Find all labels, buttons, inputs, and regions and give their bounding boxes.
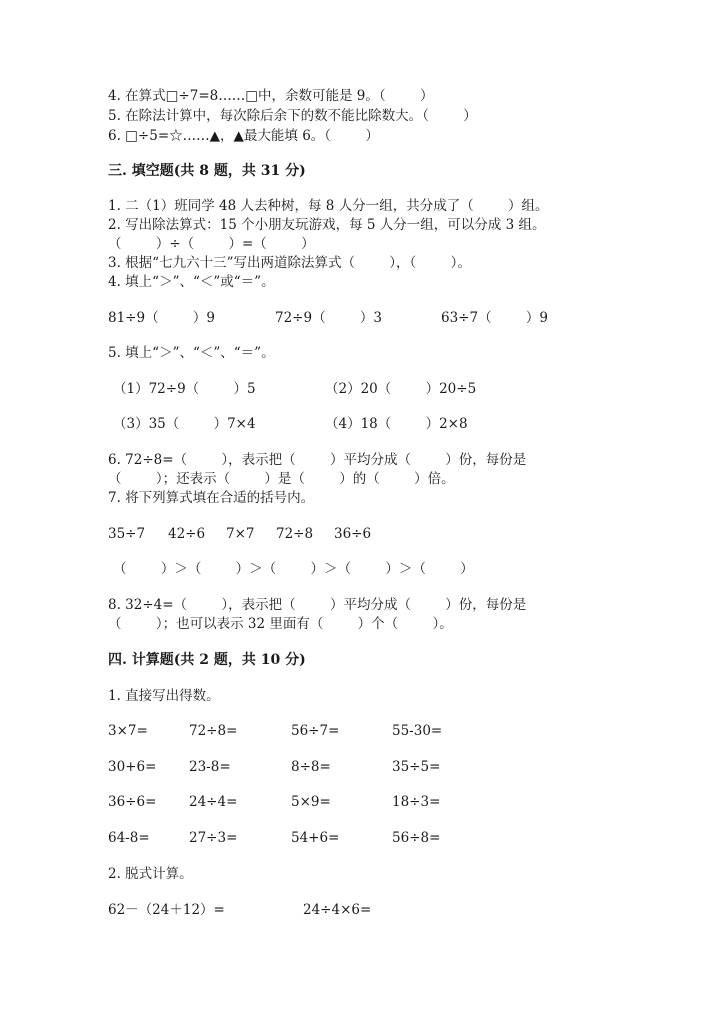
compare-item: 63÷7（ ）9 bbox=[441, 310, 548, 326]
judge-item-6: 6. □÷5=☆……▲，▲最大能填 6。（ ） bbox=[108, 128, 379, 144]
fill-q8-line2: （ ）；也可以表示 32 里面有（ ）个（ ）。 bbox=[108, 616, 453, 632]
section4-heading: 四. 计算题(共 2 题，共 10 分) bbox=[108, 652, 306, 668]
compare-item: 81÷9（ ）9 bbox=[108, 310, 215, 326]
fill-q2-line2: （ ）÷（ ）=（ ） bbox=[108, 236, 315, 252]
calc-item: 3×7= bbox=[108, 723, 148, 739]
order-blanks: （ ）＞（ ）＞（ ）＞（ ）＞（ ） bbox=[113, 561, 474, 577]
calc-item: 18÷3= bbox=[392, 794, 441, 810]
stepwise-item: 62－（24＋12）= bbox=[108, 902, 225, 918]
expression-item: 36÷6 bbox=[334, 526, 372, 542]
fill-q1: 1. 二（1）班同学 48 人去种树，每 8 人分一组，共分成了（ ）组。 bbox=[108, 198, 549, 214]
calc-item: 36÷6= bbox=[108, 794, 157, 810]
fill-q4: 4. 填上“＞”、“＜”或“＝”。 bbox=[108, 274, 275, 290]
compare-item: （2）20（ ）20÷5 bbox=[325, 381, 477, 397]
calc-item: 8÷8= bbox=[291, 759, 331, 775]
judge-item-5: 5. 在除法计算中，每次除后余下的数不能比除数大。（ ） bbox=[108, 108, 477, 124]
compare-item: （4）18（ ）2×8 bbox=[325, 416, 468, 432]
fill-q7: 7. 将下列算式填在合适的括号内。 bbox=[108, 490, 315, 506]
calc-item: 27÷3= bbox=[189, 830, 238, 846]
calc-item: 5×9= bbox=[291, 794, 331, 810]
calc-item: 64-8= bbox=[108, 830, 150, 846]
calc-item: 30+6= bbox=[108, 759, 157, 775]
fill-q6-line2: （ ）；还表示（ ）是（ ）的（ ）倍。 bbox=[108, 471, 455, 487]
calc-item: 24÷4= bbox=[189, 794, 238, 810]
fill-q2-line1: 2. 写出除法算式：15 个小朋友玩游戏，每 5 人分一组，可以分成 3 组。 bbox=[108, 217, 546, 233]
stepwise-item: 24÷4×6= bbox=[303, 902, 372, 918]
calc-q1: 1. 直接写出得数。 bbox=[108, 688, 220, 704]
calc-item: 55-30= bbox=[392, 723, 443, 739]
calc-item: 56÷7= bbox=[291, 723, 340, 739]
expression-item: 7×7 bbox=[226, 526, 255, 542]
fill-q8-line1: 8. 32÷4=（ ），表示把（ ）平均分成（ ）份，每份是 bbox=[108, 597, 527, 613]
calc-item: 54+6= bbox=[291, 830, 340, 846]
expression-item: 42÷6 bbox=[168, 526, 206, 542]
compare-item: 72÷9（ ）3 bbox=[275, 310, 382, 326]
calc-item: 56÷8= bbox=[392, 830, 441, 846]
calc-item: 23-8= bbox=[189, 759, 231, 775]
calc-item: 35÷5= bbox=[392, 759, 441, 775]
calc-q2: 2. 脱式计算。 bbox=[108, 866, 193, 882]
fill-q3: 3. 根据“七九六十三”写出两道除法算式（ ），（ ）。 bbox=[108, 255, 471, 271]
fill-q5: 5. 填上“＞”、“＜”、“＝”。 bbox=[108, 345, 275, 361]
calc-item: 72÷8= bbox=[189, 723, 238, 739]
expression-item: 72÷8 bbox=[276, 526, 314, 542]
fill-q6-line1: 6. 72÷8=（ ），表示把（ ）平均分成（ ）份，每份是 bbox=[108, 452, 527, 468]
expression-item: 35÷7 bbox=[108, 526, 146, 542]
section3-heading: 三. 填空题(共 8 题，共 31 分) bbox=[108, 163, 306, 179]
judge-item-4: 4. 在算式□÷7=8……□中，余数可能是 9。（ ） bbox=[108, 88, 434, 104]
compare-item: （1）72÷9（ ）5 bbox=[113, 381, 256, 397]
compare-item: （3）35（ ）7×4 bbox=[113, 416, 256, 432]
